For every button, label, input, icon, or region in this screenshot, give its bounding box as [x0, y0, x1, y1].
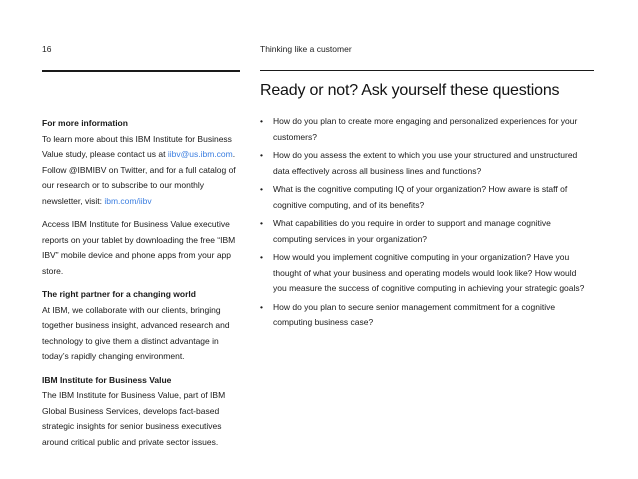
ibv-section: [42, 373, 242, 451]
more-info-text-start: To learn more about this IBM Institute for Business Value study, please contact us at: [42, 133, 232, 159]
question-item: • How do you plan to create more engaging and personalized experiences for your customers?: [260, 114, 590, 145]
right-partner-heading: The right partner for a changing world: [42, 289, 196, 299]
right-partner-text: At IBM, we collaborate with our clients, bringing together business insight, advanced research and technology to give them a distinct advantage in today’s rapidly changing environment.: [42, 304, 230, 361]
page-number: 16: [42, 44, 52, 54]
question-item: • What capabilities do you require in order to support and manage cognitive computing services in your organization?: [260, 216, 590, 247]
question-item: • How would you implement cognitive computing in your organization? Have you thought of what your business and operating models would look like? How would you measure the success of cognitive computing in achieving your strategic goals?: [260, 250, 590, 297]
contact-email-link[interactable]: iibv@us.ibm.com: [167, 149, 233, 159]
more-information-section: [42, 116, 242, 209]
page-title: Ready or not? Ask yourself these questions: [260, 82, 560, 99]
question-item: • What is the cognitive computing IQ of your organization? How aware is staff of cognitive computing, and of its benefits?: [260, 182, 590, 213]
tablet-access-paragraph: Access IBM Institute for Business Value executive reports on your tablet by downloading the free “IBM IBV” mobile device and phone apps from your app store.: [42, 219, 236, 276]
question-item: • How do you plan to secure senior management commitment for a cognitive computing business case?: [260, 300, 590, 331]
ibv-heading: IBM Institute for Business Value: [42, 374, 172, 385]
running-header: Thinking like a customer: [260, 44, 352, 54]
right-column-rule: [260, 70, 594, 71]
left-column-rule: [42, 70, 240, 72]
right-partner-section: [42, 287, 242, 365]
more-information-heading: For more information: [42, 118, 128, 128]
more-information-text: [42, 132, 242, 210]
more-info-text-middle: . Follow @IBMIBV on Twitter, and for a full catalog of our research or to subscribe to our monthly newsletter, visit:: [42, 149, 236, 206]
ibv-text: The IBM Institute for Business Value, part of IBM Global Business Services, develops fact-based strategic insights for senior business executives around critical public and private sector issues.: [42, 390, 226, 447]
sidebar-column: [42, 116, 242, 458]
ibv-website-link[interactable]: ibm.com/iibv: [104, 195, 152, 206]
main-column: [260, 80, 590, 334]
questions-list: [260, 114, 590, 331]
question-item: • How do you assess the extent to which you use your structured and unstructured data effectively across all business lines and functions?: [260, 148, 590, 179]
